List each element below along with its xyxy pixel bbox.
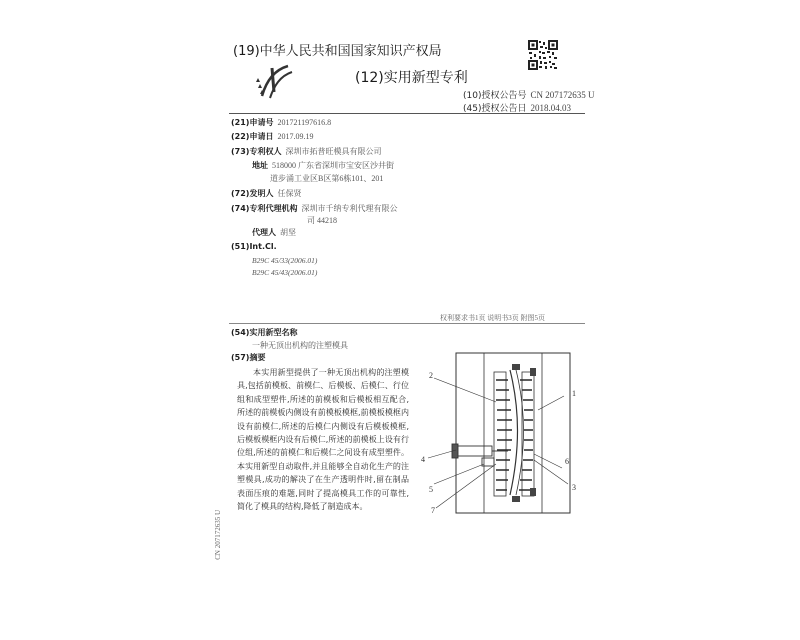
qr-code-icon	[528, 40, 558, 70]
figure-label-5: 5	[429, 485, 433, 494]
application-date	[231, 131, 313, 142]
patentee-value: 深圳市拓普旺模具有限公司	[285, 147, 382, 156]
ipc-code-1: B29C 45/33(2006.01)	[252, 256, 318, 265]
abstract-label: (57)摘要	[231, 353, 266, 362]
abstract-heading	[231, 352, 265, 363]
abstract-text: 本实用新型提供了一种无顶出机构的注塑模具,包括前模板、前模仁、后模板、后模仁、行位组和成型塑件,所述的前模板和后模板相互配合,所述的前模板内侧设有前模板模框,前模板模框内设有前模仁,所述的后模仁内侧设有后模板模框,后模板模框内设有后模仁,所述的前模板上设有行位组,所述的前模仁和后模仁之间设有成型塑件。本实用新型自动取件,并且能够全自动化生产的注塑模具,成功的解决了在生产透明件时,留在制品表面压痕的难题,同时了提高模具工作的可靠性,简化了模具的结构,降低了制造成本。	[237, 368, 409, 512]
figure-label-4: 4	[421, 455, 425, 464]
patent-kind-title: (12)实用新型专利	[355, 70, 468, 86]
publication-number	[463, 88, 595, 101]
slide-group	[452, 444, 508, 466]
mold-drawing	[412, 350, 584, 520]
address-line-2: 道步涌工业区B区第6栋101、201	[270, 174, 384, 183]
inventor	[231, 188, 301, 199]
application-number-label: (21)申请号	[231, 118, 274, 127]
address-line-1: 518000 广东省深圳市宝安区沙井街	[272, 161, 394, 170]
side-publication-code: CN 207172635 U	[214, 510, 222, 560]
patent-agency-line-1: 深圳市千纳专利代理有限公	[301, 204, 398, 213]
office-title: (19)中华人民共和国国家知识产权局	[233, 44, 442, 59]
application-number-value: 201721197616.8	[277, 118, 332, 127]
publication-number-label: (10)授权公告号	[463, 91, 527, 101]
publication-date-label: (45)授权公告日	[463, 104, 527, 114]
address	[252, 160, 394, 171]
patent-agency-label: (74)专利代理机构	[231, 204, 298, 213]
agent-value: 胡坚	[280, 228, 296, 237]
figure-label-1: 1	[572, 389, 576, 398]
publication-date-value: 2018.04.03	[530, 103, 571, 113]
figure-labels	[421, 371, 576, 515]
figure-label-6: 6	[565, 457, 569, 466]
int-cl	[231, 242, 277, 251]
patent-agency-line-2: 司 44218	[307, 216, 337, 225]
patentee	[231, 146, 381, 157]
inventor-label: (72)发明人	[231, 189, 274, 198]
page-counts: 权利要求书1页 说明书3页 附图5页	[440, 314, 545, 322]
publication-number-value: CN 207172635 U	[530, 90, 595, 100]
clamp-blocks	[512, 364, 536, 502]
figure-label-2: 2	[429, 371, 433, 380]
utility-model-title: 一种无顶出机构的注塑模具	[252, 341, 348, 350]
sipo-logo-icon	[254, 62, 296, 102]
section-rule	[229, 323, 585, 324]
utility-model-title-heading	[231, 327, 297, 338]
inventor-value: 任保贤	[277, 189, 302, 198]
application-date-value: 2017.09.19	[277, 132, 314, 141]
title-label: (54)实用新型名称	[231, 328, 298, 337]
figure-label-3: 3	[572, 483, 576, 492]
agent-label: 代理人	[252, 228, 276, 237]
address-label: 地址	[252, 161, 268, 170]
leader-lines	[428, 378, 568, 508]
int-cl-label: (51)Int.Cl.	[231, 242, 277, 251]
figure-label-7: 7	[431, 506, 435, 515]
patent-agency	[231, 203, 397, 214]
patentee-label: (73)专利权人	[231, 147, 282, 156]
ipc-code-2: B29C 45/43(2006.01)	[252, 268, 318, 277]
header-rule	[229, 113, 585, 114]
application-number	[231, 117, 331, 128]
agent	[252, 227, 296, 238]
application-date-label: (22)申请日	[231, 132, 274, 141]
